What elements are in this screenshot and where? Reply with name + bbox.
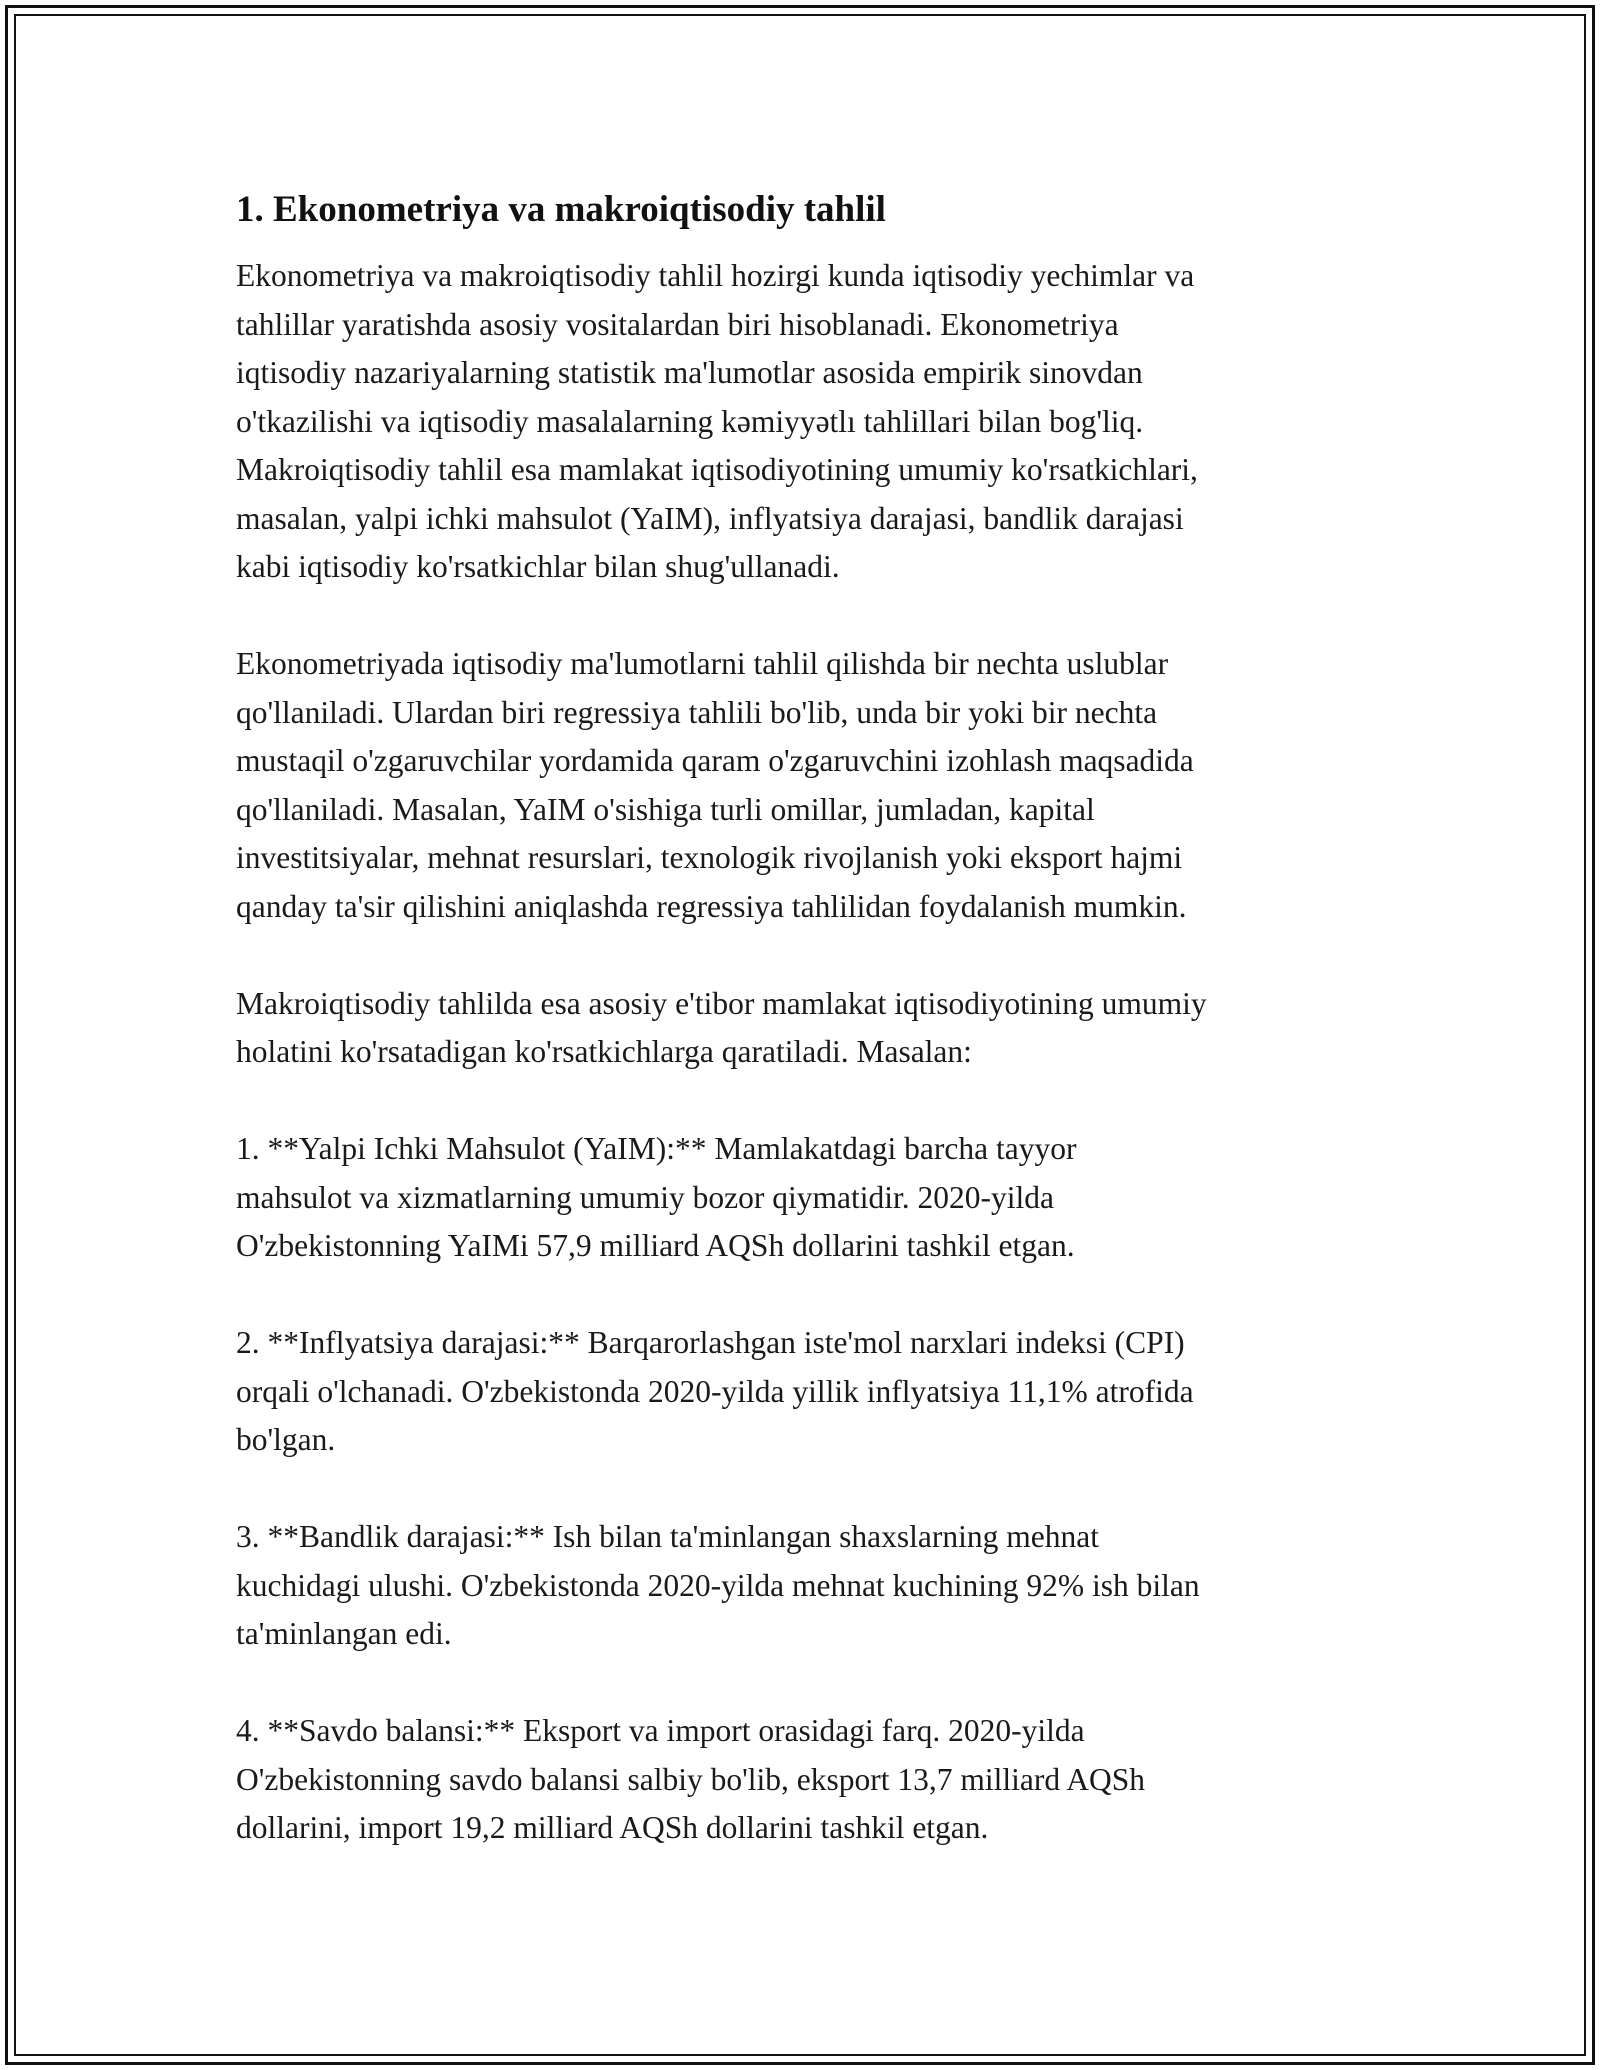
paragraph-spacer bbox=[236, 931, 1376, 980]
section-heading: 1. Ekonometriya va makroiqtisodiy tahlil bbox=[236, 189, 886, 230]
paragraph-regression: Ekonometriyada iqtisodiy ma'lumotlarni tahlil qilishda bir nechta uslublar qo'llaniladi. Ulardan biri regressiya tahlili bo'lib, unda bir yoki bir nechta mustaqil o'zgaruvchilar yordamida qaram o'zgaruvchini izohlash maqsadida qo'llaniladi. Masalan, YaIM o'sishiga turli omillar, jumladan, kapital investitsiyalar, mehnat resurslari, texnologik rivojlanish yoki eksport hajmi qanday ta'sir qilishini aniqlashda regressiya tahlilidan foydalanish mumkin. bbox=[236, 646, 1194, 924]
paragraph-spacer bbox=[236, 1271, 1376, 1320]
list-item-employment: 3. **Bandlik darajasi:** Ish bilan ta'minlangan shaxslarning mehnat kuchidagi ulushi. O'zbekistonda 2020-yilda mehnat kuchining 92% ish bilan ta'minlangan edi. bbox=[236, 1519, 1200, 1651]
paragraph-spacer bbox=[236, 1465, 1376, 1514]
list-item-trade-balance: 4. **Savdo balansi:** Eksport va import orasidagi farq. 2020-yilda O'zbekistonning savdo balansi salbiy bo'lib, eksport 13,7 milliard AQSh dollarini, import 19,2 milliard AQSh dollarini tashkil etgan. bbox=[236, 1713, 1146, 1845]
paragraph-intro: Ekonometriya va makroiqtisodiy tahlil hozirgi kunda iqtisodiy yechimlar va tahlillar yaratishda asosiy vositalardan biri hisoblanadi. Ekonometriya iqtisodiy nazariyalarning statistik ma'lumotlar asosida empirik sinovdan o'tkazilishi va iqtisodiy masalalarning kəmiyyətlı tahlillari bilan bog'liq. Makroiqtisodiy tahlil esa mamlakat iqtisodiyotining umumiy ko'rsatkichlari, masalan, yalpi ichki mahsulot (YaIM), inflyatsiya darajasi, bandlik darajasi kabi iqtisodiy ko'rsatkichlar bilan shug'ullanadi. bbox=[236, 258, 1198, 584]
paragraph-spacer bbox=[236, 1659, 1376, 1708]
paragraph-macro-intro: Makroiqtisodiy tahlilda esa asosiy e'tibor mamlakat iqtisodiyotining umumiy holatini ko'rsatadigan ko'rsatkichlarga qaratiladi. Masalan: bbox=[236, 985, 1207, 1069]
list-item-inflation: 2. **Inflyatsiya darajasi:** Barqarorlashgan iste'mol narxlari indeksi (CPI) orqali o'lchanadi. O'zbekistonda 2020-yilda yillik inflyatsiya 11,1% atrofida bo'lgan. bbox=[236, 1325, 1194, 1457]
paragraph-spacer bbox=[236, 1077, 1376, 1126]
document-body bbox=[236, 186, 1376, 1853]
list-item-gdp: 1. **Yalpi Ichki Mahsulot (YaIM):** Mamlakatdagi barcha tayyor mahsulot va xizmatlarning umumiy bozor qiymatidir. 2020-yilda O'zbekistonning YaIMi 57,9 milliard AQSh dollarini tashkil etgan. bbox=[236, 1131, 1077, 1263]
paragraph-spacer bbox=[236, 592, 1376, 641]
